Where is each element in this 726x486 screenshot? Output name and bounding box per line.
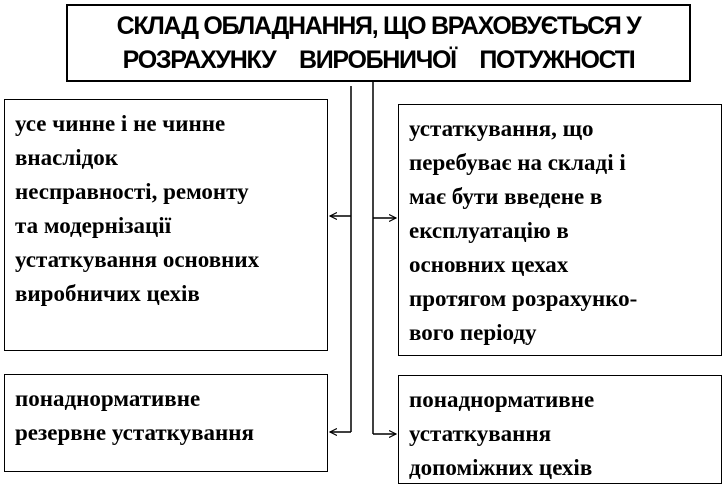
box-top-right-line: протягом розрахунко-	[409, 286, 638, 311]
box-bottom-right-line: устаткування	[409, 421, 552, 446]
box-top-right-line: перебуває на складі і	[409, 150, 626, 175]
box-top-left-line: та модернізації	[15, 213, 172, 238]
box-bottom-right-line: понаднормативне	[409, 387, 595, 412]
box-top-right-line: основних цехах	[409, 252, 569, 277]
box-top-left-line: несправності, ремонту	[15, 179, 249, 204]
box-top-right	[398, 104, 722, 356]
box-bottom-left-line: резервне устаткування	[15, 420, 254, 445]
box-bottom-right	[398, 375, 722, 484]
box-top-right-line: має бути введене в	[409, 184, 603, 209]
box-bottom-left-line: понаднормативне	[15, 386, 201, 411]
box-top-left-line: виробничих цехів	[15, 281, 200, 306]
box-top-left-line: устаткування основних	[15, 247, 260, 272]
box-top-left	[4, 99, 328, 351]
title-line-1: СКЛАД ОБЛАДНАННЯ, ЩО ВРАХОВУЄТЬСЯ У	[116, 12, 641, 40]
box-top-left-line: усе чинне і не чинне	[15, 111, 226, 136]
box-top-right-line: експлуатацію в	[409, 218, 569, 243]
box-top-right-line: вого періоду	[409, 320, 537, 345]
box-bottom-left	[4, 374, 328, 472]
title-line-2: РОЗРАХУНКУ ВИРОБНИЧОЇ ПОТУЖНОСТІ	[122, 46, 635, 74]
box-bottom-right-line: допоміжних цехів	[409, 455, 593, 480]
diagram-title	[66, 4, 691, 82]
box-top-left-line: внаслідок	[15, 145, 119, 170]
box-top-right-line: устаткування, що	[409, 116, 594, 141]
